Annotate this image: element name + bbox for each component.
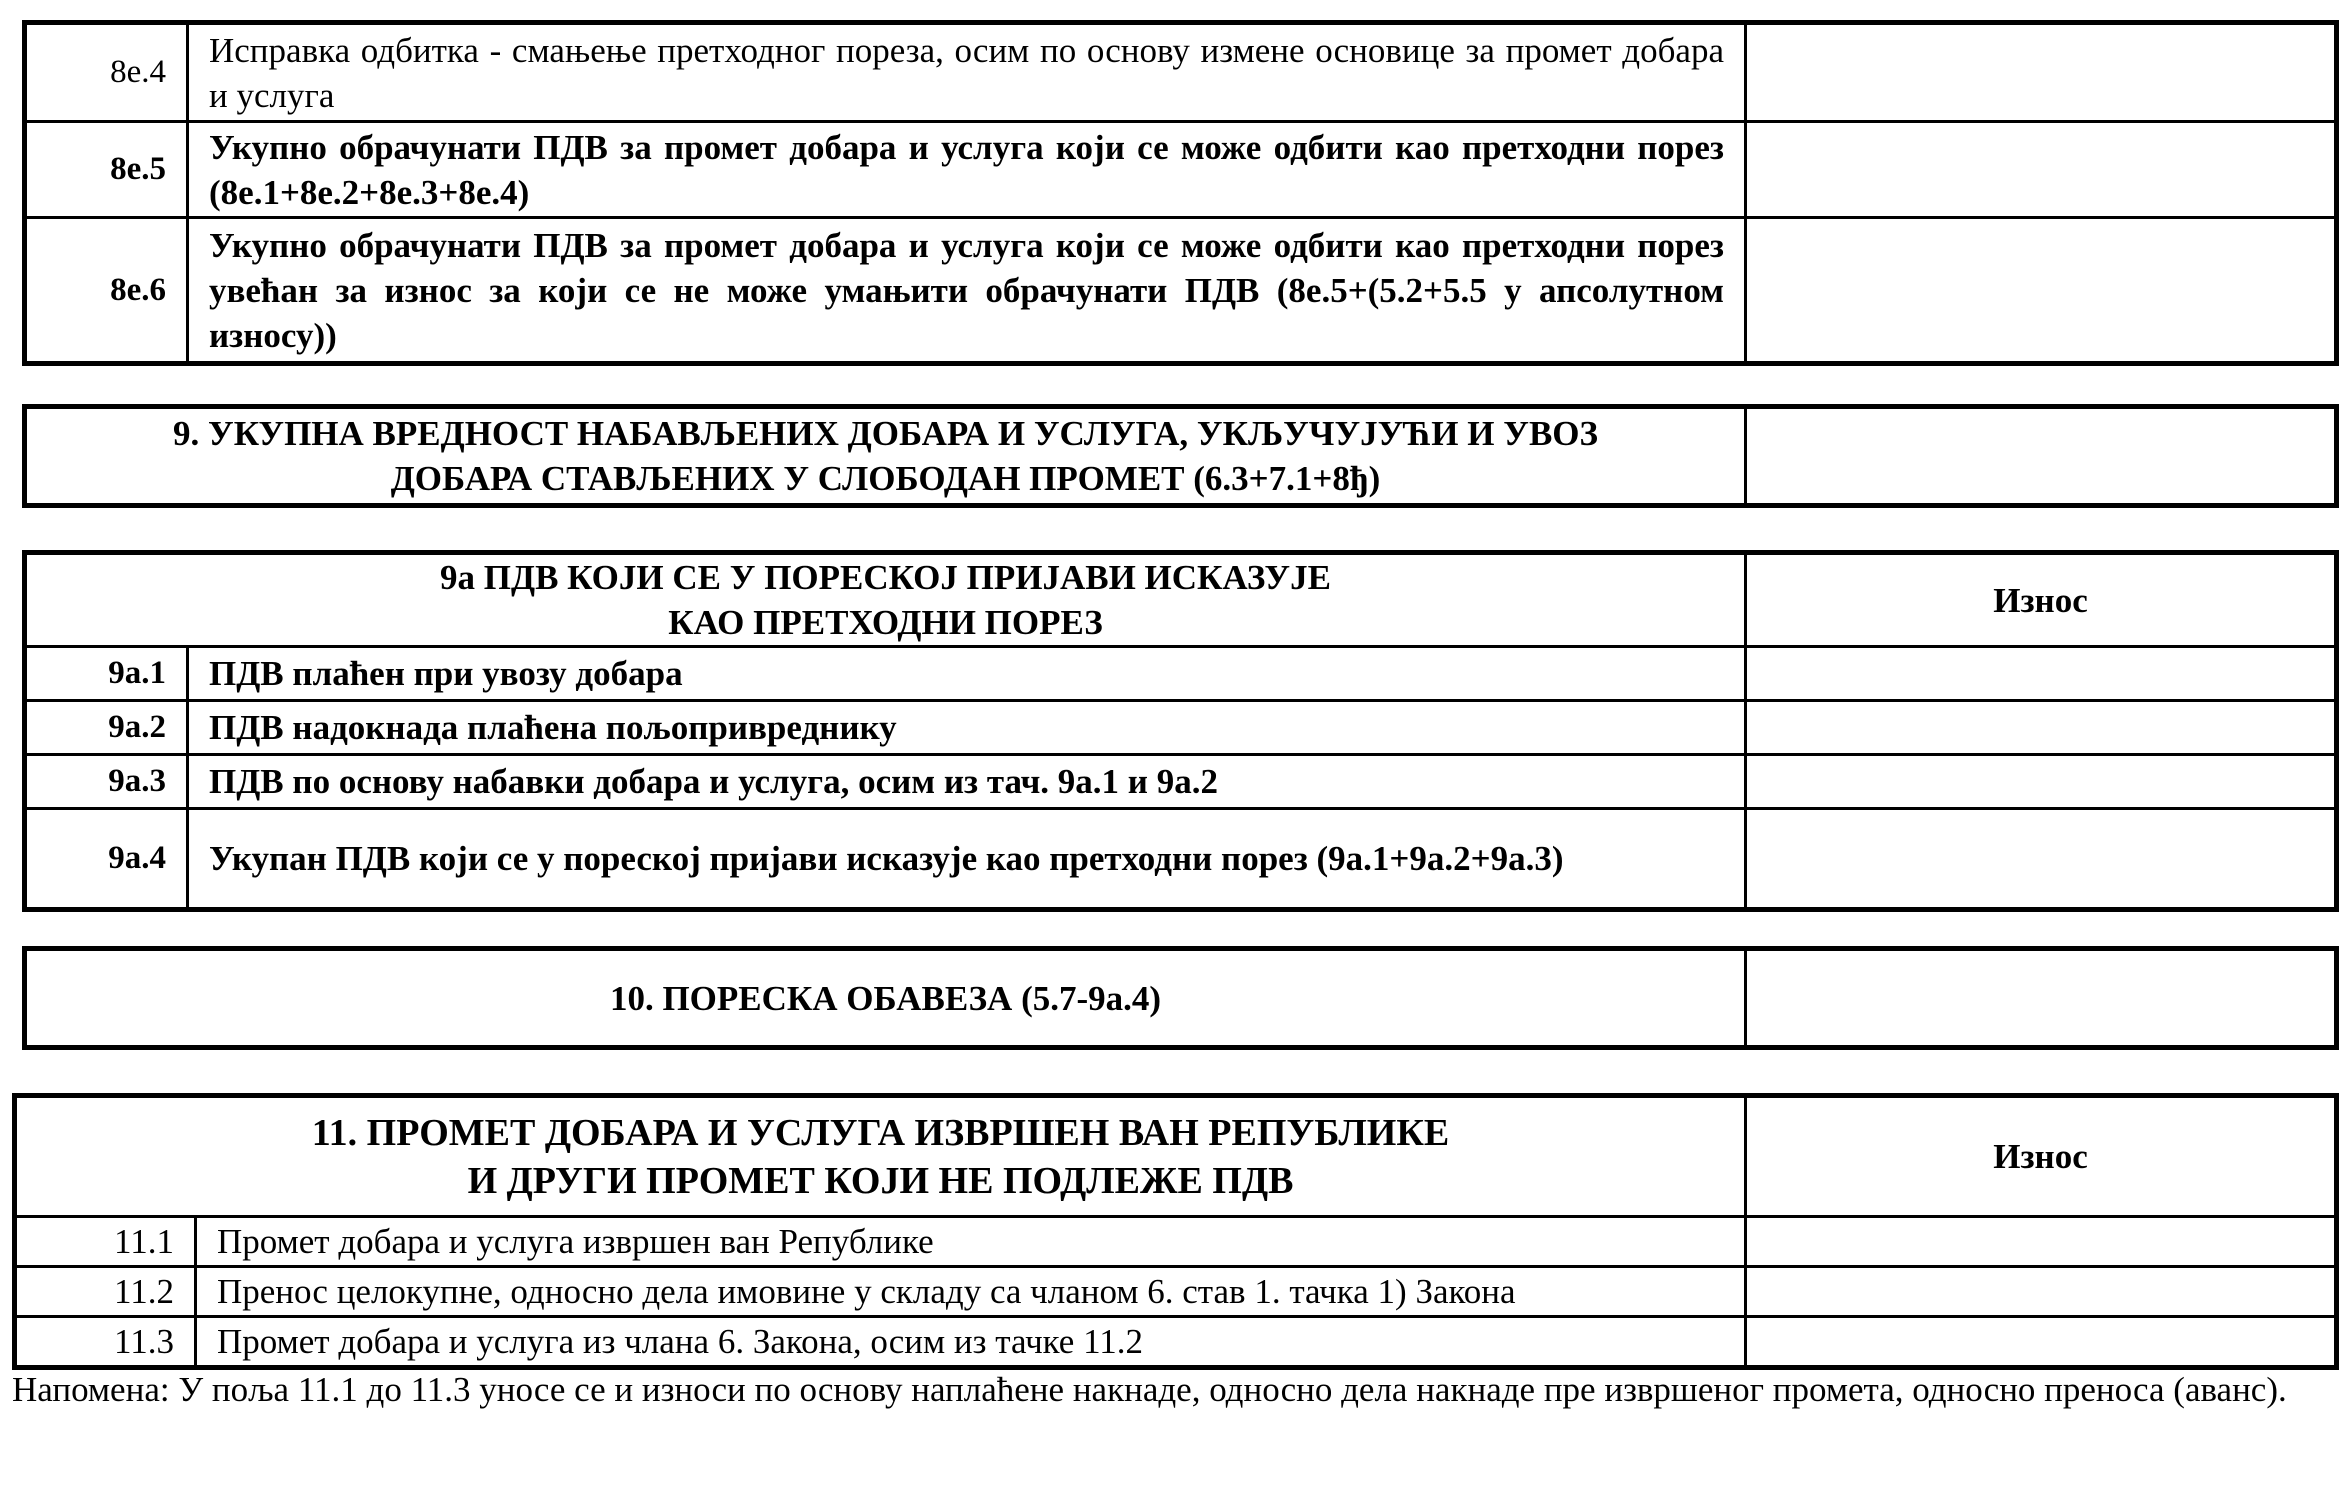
table-row <box>16 1317 2336 1367</box>
section-9-table <box>24 406 2337 506</box>
section-9a-title-line1: 9а ПДВ КОЈИ СЕ У ПОРЕСКОЈ ПРИЈАВИ ИСКАЗУЈЕ <box>440 558 1331 597</box>
row-description: Промет добара и услуга извршен ван Републике <box>196 1217 1746 1267</box>
row-code: 11.1 <box>16 1217 196 1267</box>
table-header-row <box>16 1097 2336 1217</box>
section-10-table <box>24 948 2337 1048</box>
table-row <box>26 950 2336 1047</box>
row-description: Укупно обрачунати ПДВ за промет добара и услуга који се може одбити као претходни порез (8е.1+8е.2+8е.3+8е.4) <box>188 122 1746 218</box>
amount-field[interactable] <box>1746 647 2336 701</box>
row-description: Укупан ПДВ који се у пореској пријави исказује као претходни порез (9а.1+9а.2+9а.3) <box>188 809 1746 909</box>
table-row <box>26 809 2336 909</box>
section-11-title-line1: 11. ПРОМЕТ ДОБАРА И УСЛУГА ИЗВРШЕН ВАН РЕПУБЛИКЕ <box>311 1111 1450 1154</box>
row-code: 8е.4 <box>26 24 188 122</box>
section-8-table <box>24 22 2337 364</box>
row-description: Исправка одбитка - смањење претходног пореза, осим по основу измене основице за промет добара и услуга <box>188 24 1746 122</box>
amount-field[interactable] <box>1746 1217 2336 1267</box>
table-row <box>16 1217 2336 1267</box>
table-header-row <box>26 554 2336 647</box>
row-code: 8е.6 <box>26 218 188 363</box>
section-9a-title <box>26 554 1746 647</box>
row-code: 8е.5 <box>26 122 188 218</box>
table-row <box>26 755 2336 809</box>
row-description: ПДВ плаћен при увозу добара <box>188 647 1746 701</box>
section-9-title-line2: ДОБАРА СТАВЉЕНИХ У СЛОБОДАН ПРОМЕТ (6.3+7.1+8ђ) <box>390 459 1381 498</box>
amount-field[interactable] <box>1746 809 2336 909</box>
amount-field[interactable] <box>1746 218 2336 363</box>
row-description: ПДВ по основу набавки добара и услуга, осим из тач. 9а.1 и 9а.2 <box>188 755 1746 809</box>
row-code: 11.2 <box>16 1267 196 1317</box>
section-11-title-line2: И ДРУГИ ПРОМЕТ КОЈИ НЕ ПОДЛЕЖЕ ПДВ <box>467 1159 1294 1202</box>
row-description: Промет добара и услуга из члана 6. Закона, осим из тачке 11.2 <box>196 1317 1746 1367</box>
amount-field[interactable] <box>1746 1267 2336 1317</box>
amount-header: Износ <box>1746 554 2336 647</box>
table-row <box>26 408 2336 505</box>
section-9a-title-line2: КАО ПРЕТХОДНИ ПОРЕЗ <box>668 603 1103 642</box>
section-11-table <box>14 1095 2337 1368</box>
section-9a-table <box>24 552 2337 910</box>
table-row <box>26 122 2336 218</box>
amount-field[interactable] <box>1746 408 2336 505</box>
amount-field[interactable] <box>1746 950 2336 1047</box>
amount-field[interactable] <box>1746 24 2336 122</box>
table-row <box>26 647 2336 701</box>
table-row <box>26 24 2336 122</box>
amount-field[interactable] <box>1746 701 2336 755</box>
row-description: Укупно обрачунати ПДВ за промет добара и услуга који се може одбити као претходни порез увећан за износ за који се не може умањити обрачунати ПДВ (8е.5+(5.2+5.5 у апсолутном износу)) <box>188 218 1746 363</box>
amount-field[interactable] <box>1746 122 2336 218</box>
footnote: Напомена: У поља 11.1 до 11.3 уносе се и износи по основу наплаћене накнаде, односно дела накнаде пре извршеног промета, односно преноса (аванс). <box>12 1370 2287 1409</box>
section-9-title-line1: 9. УКУПНА ВРЕДНОСТ НАБАВЉЕНИХ ДОБАРА И УСЛУГА, УКЉУЧУЈУЋИ И УВОЗ <box>173 414 1598 453</box>
section-9-title <box>26 408 1746 505</box>
section-10-title: 10. ПОРЕСКА ОБАВЕЗА (5.7-9а.4) <box>26 950 1746 1047</box>
amount-field[interactable] <box>1746 755 2336 809</box>
table-row <box>26 218 2336 363</box>
row-code: 9а.3 <box>26 755 188 809</box>
amount-field[interactable] <box>1746 1317 2336 1367</box>
row-code: 9а.1 <box>26 647 188 701</box>
row-code: 9а.4 <box>26 809 188 909</box>
row-description: ПДВ надокнада плаћена пољопривреднику <box>188 701 1746 755</box>
table-row <box>16 1267 2336 1317</box>
section-11-title <box>16 1097 1746 1217</box>
row-code: 9а.2 <box>26 701 188 755</box>
table-row <box>26 701 2336 755</box>
row-description: Пренос целокупне, односно дела имовине у складу са чланом 6. став 1. тачка 1) Закона <box>196 1267 1746 1317</box>
row-code: 11.3 <box>16 1317 196 1367</box>
amount-header: Износ <box>1746 1097 2336 1217</box>
